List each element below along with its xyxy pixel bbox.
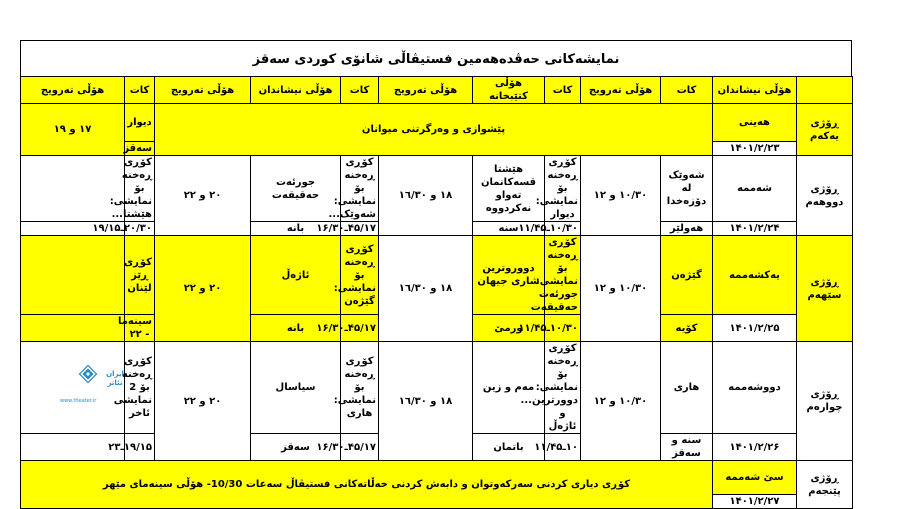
day2-promo3: کۆڕی ڕەخنە بۆ نمایشی: هێشتا... xyxy=(125,156,155,222)
header-promo-3: هۆڵی تەرویج xyxy=(155,77,251,104)
day4-promo1-time: ١٠ـ١١/۴۵ xyxy=(545,434,581,461)
day1-show-city: سەقز xyxy=(125,142,155,156)
day1-time: ١٧ و ١٩ xyxy=(21,104,125,156)
day4-main-play: هاری xyxy=(661,342,713,434)
day2-weekday: شەممە xyxy=(713,156,797,222)
day4-promo2-time: ١٧/۴۵ـ١۶/٣٠ xyxy=(341,434,379,461)
day5-date: ١۴٠١/٢/٢٧ xyxy=(713,495,797,509)
header-book: هۆڵی کتێبخانە xyxy=(473,77,545,104)
day4-book: مەم و زین xyxy=(473,342,545,434)
day5-closing: کۆڕی دیاری کردنی سەرکەوتوان و دابەش کردنی خەڵاتەکانی فستیڤاڵ سەعات 10/30- هۆڵی سینەمای مێهر xyxy=(21,461,713,509)
day4-main-time: ١٠/٣٠ و ١٢ xyxy=(581,342,661,461)
day3-promo3-time: سینەما - ٢٢ xyxy=(125,315,155,342)
day4-promo3: کۆڕی ڕەخنە بۆ 2 نمایشی ئاخر xyxy=(125,342,155,434)
day3-weekday: یەکشەممە xyxy=(713,236,797,315)
day3-play3-city: بانە xyxy=(251,315,341,342)
day3-main-group: کۆیە xyxy=(661,315,713,342)
day2-main-time: ١٠/٣٠ و ١٢ xyxy=(581,156,661,236)
header-time-3: کات xyxy=(341,77,379,104)
day5-weekday: سێ شەممە xyxy=(713,461,797,495)
day4-weekday: دووشەممە xyxy=(713,342,797,434)
day4-promo1: کۆڕی ڕەخنە بۆ نمایشی: دوورترین... و ئاژەڵ xyxy=(545,342,581,434)
header-time-2: کات xyxy=(545,77,581,104)
day3-time2: ١٨ و ١٦/٣٠ xyxy=(379,236,473,342)
logo-url: www.theater.ir xyxy=(60,398,97,404)
day3-spacer-2 xyxy=(21,315,125,342)
day4-promo2: کۆڕی ڕەخنە بۆ نمایشی: هاری xyxy=(341,342,379,434)
day3-promo2-time: ١٧/۴۵ـ١۶/٣٠ xyxy=(341,315,379,342)
day3-promo1: کۆڕی ڕەخنە بۆ نمایشی: جورئەت حەقیقەت xyxy=(545,236,581,315)
header-place-1: هۆڵی نیشاندان xyxy=(713,77,797,104)
day1-date: ١۴٠١/٢/٢٣ xyxy=(713,142,797,156)
day2-play3: جورئەت حەقیقەت xyxy=(251,156,341,222)
header-promo-4: هۆڵی تەرویج xyxy=(21,77,125,104)
day3-spacer xyxy=(21,236,125,315)
day2-main-group: هەولێر xyxy=(661,222,713,236)
day3-main-time: ١٠/٣٠ و ١٢ xyxy=(581,236,661,342)
day4-time2: ١٨ و ١٦/٣٠ xyxy=(379,342,473,461)
header-day xyxy=(797,77,853,104)
day4-label: ڕۆژی چوارەم xyxy=(797,342,853,461)
day4-time3: ٢٠ و ٢٢ xyxy=(155,342,251,461)
day2-promo3-time: ٢٠/٣٠ـ١٩/١۵ xyxy=(125,222,155,236)
day2-promo1-time: ١٠/٣٠ـ١١/۴۵ xyxy=(545,222,581,236)
day2-label: ڕۆژی دووهەم xyxy=(797,156,853,236)
day4-book-city: باتمان xyxy=(473,434,545,461)
day3-book: دووروترین شاری جیهان xyxy=(473,236,545,315)
day1-label: ڕۆژی یەکەم xyxy=(797,104,853,156)
header-time-1: کات xyxy=(661,77,713,104)
day1-weekday: هەینی xyxy=(713,104,797,142)
day4-promo3-time: ١٩/١۵ـ٢٣ xyxy=(125,434,155,461)
day3-book-city: ورمێ xyxy=(473,315,545,342)
header-promo-2: هۆڵی تەرویج xyxy=(379,77,473,104)
header-promo-1: هۆڵی تەرویج xyxy=(581,77,661,104)
day2-book: هێشتا قسەکانمان تەواو نەکردووە xyxy=(473,156,545,222)
day4-play3: سیاسال xyxy=(251,342,341,434)
day3-label: ڕۆژی سێهەم xyxy=(797,236,853,342)
day3-promo2: کۆڕی ڕەخنە بۆ نمایشی: گێژەن xyxy=(341,236,379,315)
day3-promo1-time: ١٠/٣٠ـ١١/۴۵ xyxy=(545,315,581,342)
day1-show: دیوار xyxy=(125,104,155,142)
day2-main-play: شەوێک لە دۆزەخدا xyxy=(661,156,713,222)
day2-promo1: کۆڕی ڕەخنە بۆ نمایشی: دیوار xyxy=(545,156,581,222)
day2-play3-city: بانە xyxy=(251,222,341,236)
day5-label: ڕۆژی پێنجەم xyxy=(797,461,853,509)
day3-main-play: گێژەن xyxy=(661,236,713,315)
day2-promo2: کۆڕی ڕەخنە بۆ نمایشی: شەوێک... xyxy=(341,156,379,222)
schedule-table xyxy=(20,76,853,509)
day2-time3: ٢٠ و ٢٢ xyxy=(155,156,251,236)
day4-play3-city: سەقز xyxy=(251,434,341,461)
day4-main-group: سنە و سەقز xyxy=(661,434,713,461)
day2-date: ١۴٠١/٢/٢۴ xyxy=(713,222,797,236)
day2-spacer xyxy=(21,156,125,222)
day1-opening: پێشوازی و وەرگرتنی میوانان xyxy=(155,104,713,156)
day3-date: ١۴٠١/٢/٢۵ xyxy=(713,315,797,342)
day3-promo3: کۆڕی ڕێز لێنان xyxy=(125,236,155,315)
page-title: نمایشەکانی حەڤدەهەمین فستیڤاڵی شانۆی کوردی سەقز xyxy=(20,40,852,77)
day2-time2: ١٨ و ١٦/٣٠ xyxy=(379,156,473,236)
header-place-2: هۆڵی نیشاندان xyxy=(251,77,341,104)
logo-brand-text: ایران تئاتر xyxy=(106,370,124,387)
day2-book-city: سنە xyxy=(473,222,545,236)
day3-time3: ٢٠ و ٢٢ xyxy=(155,236,251,342)
day2-promo2-time: ١٧/۴۵ـ١۶/٣٠ xyxy=(341,222,379,236)
day4-date: ١۴٠١/٢/٢۶ xyxy=(713,434,797,461)
header-time-4: کات xyxy=(125,77,155,104)
day3-play3: ئاژەڵ xyxy=(251,236,341,315)
